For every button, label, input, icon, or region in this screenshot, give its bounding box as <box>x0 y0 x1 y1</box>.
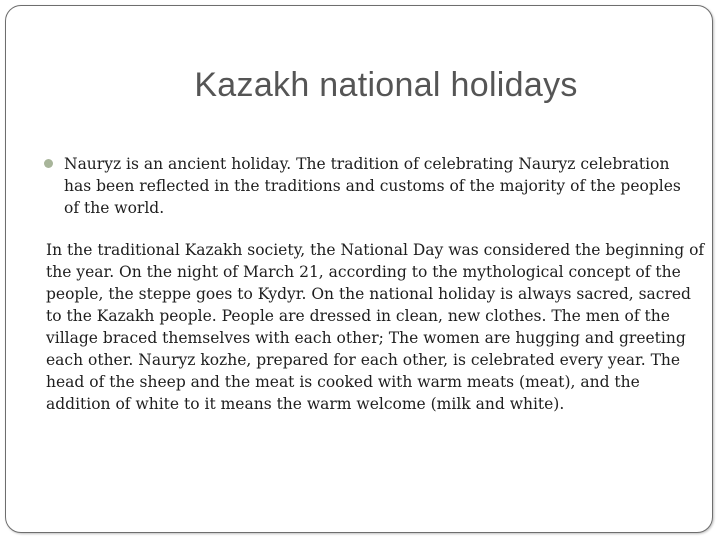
bullet-item <box>44 153 694 219</box>
bullet-dot-icon <box>44 159 53 168</box>
body-paragraph: In the traditional Kazakh society, the National Day was considered the beginning of the year. On the night of March 21, according to the mythological concept of the people, the steppe goes to Kydyr. On the national holiday is always sacred, sacred to the Kazakh people. People are dressed in clean, new clothes. The men of the village braced themselves with each other; The women are hugging and greeting each other. Nauryz kozhe, prepared for each other, is celebrated every year. The head of the sheep and the meat is cooked with warm meats (meat), and the addition of white to it means the warm welcome (milk and white). <box>46 241 705 413</box>
slide-title: Kazakh national holidays <box>194 66 578 104</box>
slide-frame <box>5 5 713 533</box>
bullet-text: Nauryz is an ancient holiday. The tradition of celebrating Nauryz celebration has been reflected in the traditions and customs of the majority of the peoples of the world. <box>64 155 681 217</box>
